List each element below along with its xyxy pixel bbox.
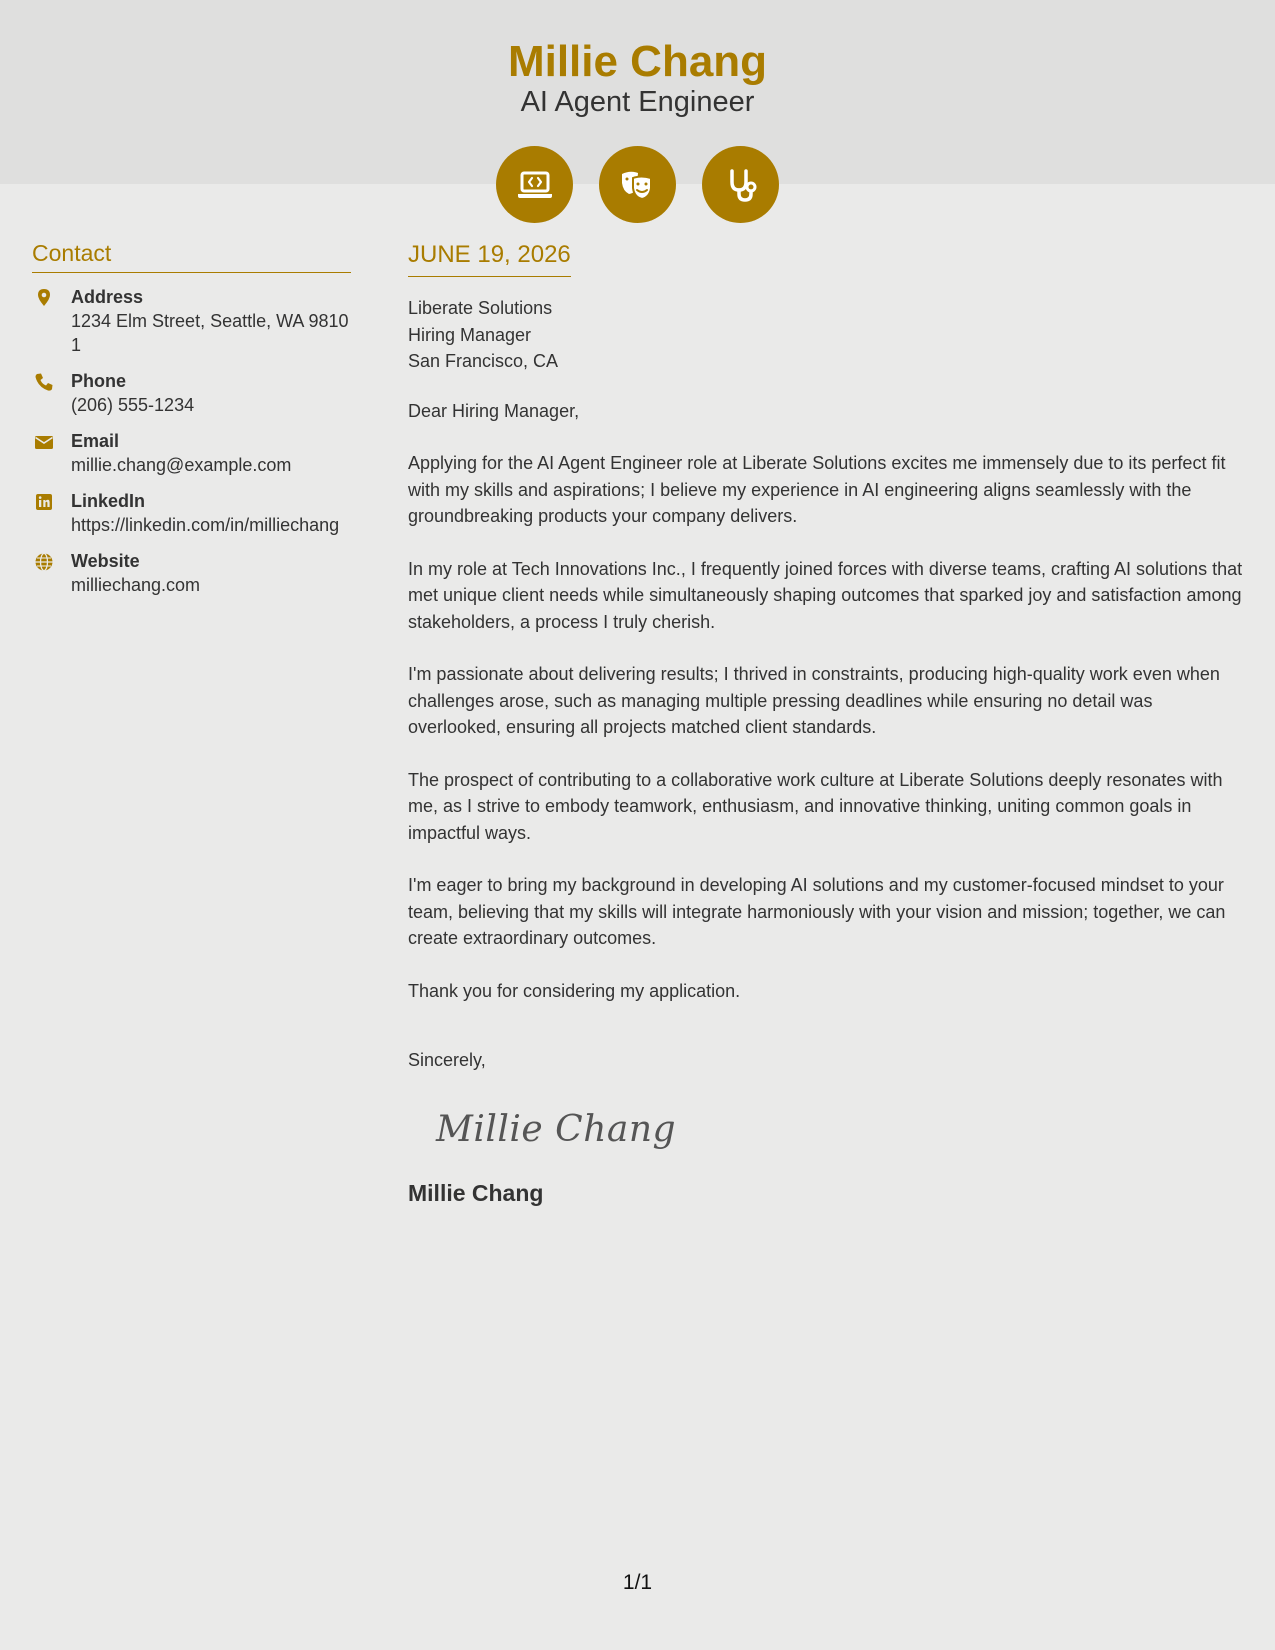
letter-body (408, 238, 1250, 1208)
recipient-role: Hiring Manager (408, 324, 532, 345)
linkedin-label: LinkedIn (71, 491, 146, 511)
salutation: Dear Hiring Manager, (408, 400, 580, 421)
paragraph-1: Applying for the AI Agent Engineer role at Liberate Solutions excites me immensely due to its perfect fit with my skills and aspirations; I believe my experience in AI engineering aligns seamlessly with the groundbreaking products your company delivers. (408, 453, 1226, 526)
recipient-block (408, 295, 1250, 375)
email-label: Email (71, 431, 120, 451)
address-value: 1234 Elm Street, Seattle, WA 98101 (71, 311, 349, 355)
phone-icon (34, 372, 54, 392)
laptop-code-icon (496, 146, 573, 223)
handwritten-signature: Millie Chang (436, 1108, 677, 1150)
stethoscope-icon (702, 146, 779, 223)
recipient-company: Liberate Solutions (408, 298, 553, 318)
paragraph-3: I'm passionate about delivering results; I thrived in constraints, producing high-quality work even when challenges arose, such as managing multiple pressing deadlines while ensuring no detail was overlooked, ensuring all projects matched client standards. (408, 664, 1220, 737)
globe-icon (34, 552, 54, 572)
contact-website (32, 549, 351, 597)
website-label: Website (71, 551, 140, 571)
phone-value: (206) 555-1234 (71, 395, 195, 415)
map-pin-icon (34, 288, 54, 308)
header-icons (496, 146, 780, 223)
linkedin-value[interactable]: https://linkedin.com/in/milliechang (71, 515, 340, 535)
linkedin-icon (34, 492, 54, 512)
website-value[interactable]: milliechang.com (71, 575, 201, 595)
letter-date: JUNE 19, 2026 (408, 238, 571, 277)
contact-heading: Contact (32, 238, 351, 273)
signed-name: Millie Chang (408, 1179, 544, 1206)
contact-phone (32, 369, 351, 417)
contact-address (32, 285, 351, 357)
closing: Sincerely, (408, 1050, 486, 1070)
paragraph-5: I'm eager to bring my background in developing AI solutions and my customer-focused mindset to your team, believing that my skills will integrate harmoniously with your vision and mission; together, we can create extraordinary outcomes. (408, 875, 1226, 948)
email-value[interactable]: millie.chang@example.com (71, 455, 292, 475)
paragraph-2: In my role at Tech Innovations Inc., I frequently joined forces with diverse teams, crafting AI solutions that met unique client needs while simultaneously shaping outcomes that sparked joy and satisfaction among stakeholders, a process I truly cherish. (408, 558, 1243, 632)
contact-sidebar (32, 238, 351, 597)
paragraph-6: Thank you for considering my application. (408, 980, 741, 1001)
job-title: AI Agent Engineer (520, 86, 755, 118)
paragraph-4: The prospect of contributing to a collaborative work culture at Liberate Solutions deeply resonates with me, as I strive to embody teamwork, enthusiasm, and innovative thinking, uniting common goals in impactful ways. (408, 769, 1223, 843)
envelope-icon (34, 432, 54, 452)
recipient-location: San Francisco, CA (408, 351, 559, 371)
contact-email (32, 429, 351, 477)
page-number: 1/1 (622, 1571, 653, 1594)
phone-label: Phone (71, 371, 127, 391)
contact-linkedin (32, 489, 351, 537)
theater-masks-icon (599, 146, 676, 223)
address-label: Address (71, 287, 144, 307)
applicant-name: Millie Chang (507, 37, 768, 86)
